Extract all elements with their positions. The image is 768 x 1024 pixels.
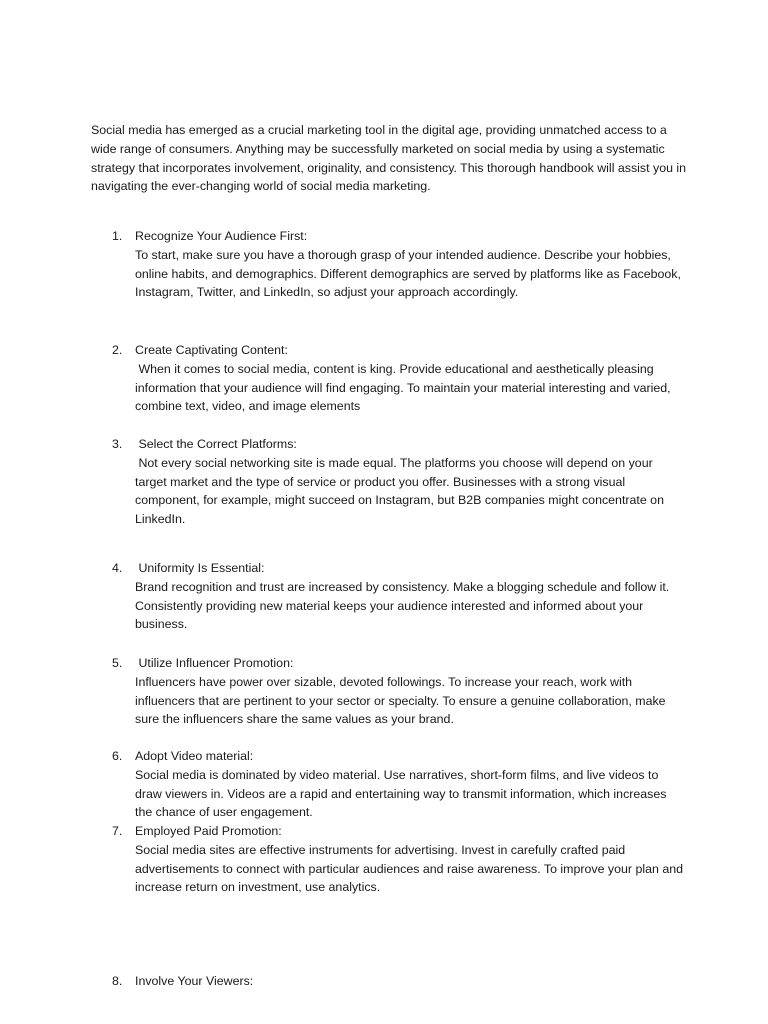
list-item-heading: Employed Paid Promotion: — [135, 824, 282, 838]
list-item-heading: Utilize Influencer Promotion: — [135, 656, 294, 670]
list-item-number: 2. — [112, 343, 123, 357]
list-item-text: Social media is dominated by video material. Use narratives, short-form films, and live videos to draw viewers in. Videos are a rapid and entertaining way to transmit information, which increases the chance of user engagement. — [135, 767, 670, 820]
list-item-text: Influencers have power over sizable, devoted followings. To increase your reach, work with influencers that are pertinent to your sector or specialty. To ensure a genuine collaboration, make sure the influencers share the same values as your brand. — [135, 674, 670, 727]
list-item-body — [135, 559, 687, 634]
list-item-body — [135, 227, 687, 302]
list-item-heading: Recognize Your Audience First: — [135, 229, 308, 243]
list-item-text: When it comes to social media, content is king. Provide educational and aesthetically pleasing information that your audience will find engaging. To maintain your material interesting and varied, combine text, video, and image elements — [135, 361, 675, 414]
list-item-heading: Select the Correct Platforms: — [135, 437, 297, 451]
list-item-number: 7. — [112, 824, 123, 838]
list-item-body — [135, 822, 687, 897]
list-item-body — [135, 747, 687, 822]
list-item-number: 5. — [112, 656, 123, 670]
list-item-body — [135, 972, 687, 991]
list-item-heading: Adopt Video material: — [135, 749, 254, 763]
list-item-number: 3. — [112, 437, 123, 451]
list-item-text: To start, make sure you have a thorough grasp of your intended audience. Describe your hobbies, online habits, and demographics. Different demographics are served by platforms like as Facebook, Instagram, Twitter, and LinkedIn, so adjust your approach accordingly. — [135, 247, 685, 300]
list-item-body — [135, 654, 687, 729]
list-item-number: 6. — [112, 749, 123, 763]
list-item-text: Social media sites are effective instruments for advertising. Invest in carefully crafted paid advertisements to connect with particular audiences and raise awareness. To improve your plan and increase return on investment, use analytics. — [135, 842, 687, 895]
list-item-number: 4. — [112, 561, 123, 575]
list-item-body — [135, 435, 687, 529]
list-item-body — [135, 341, 687, 416]
intro-paragraph: Social media has emerged as a crucial marketing tool in the digital age, providing unmatched access to a wide range of consumers. Anything may be successfully marketed on social media by using a systematic strategy that incorporates involvement, originality, and consistency. This thorough handbook will assist you in navigating the ever-changing world of social media marketing. — [91, 123, 687, 194]
list-item-heading: Uniformity Is Essential: — [135, 561, 265, 575]
list-item-heading: Create Captivating Content: — [135, 343, 288, 357]
list-item-number: 1. — [112, 229, 123, 243]
list-item-number: 8. — [112, 974, 123, 988]
list-item-heading: Involve Your Viewers: — [135, 974, 254, 988]
list-item-text: Not every social networking site is made equal. The platforms you choose will depend on your target market and the type of service or product you offer. Businesses with a strong visual component, for example, might succeed on Instagram, but B2B companies might concentrate on LinkedIn. — [135, 455, 668, 527]
list-item-text: Brand recognition and trust are increased by consistency. Make a blogging schedule and follow it. Consistently providing new material keeps your audience interested and informed about your business. — [135, 579, 673, 632]
